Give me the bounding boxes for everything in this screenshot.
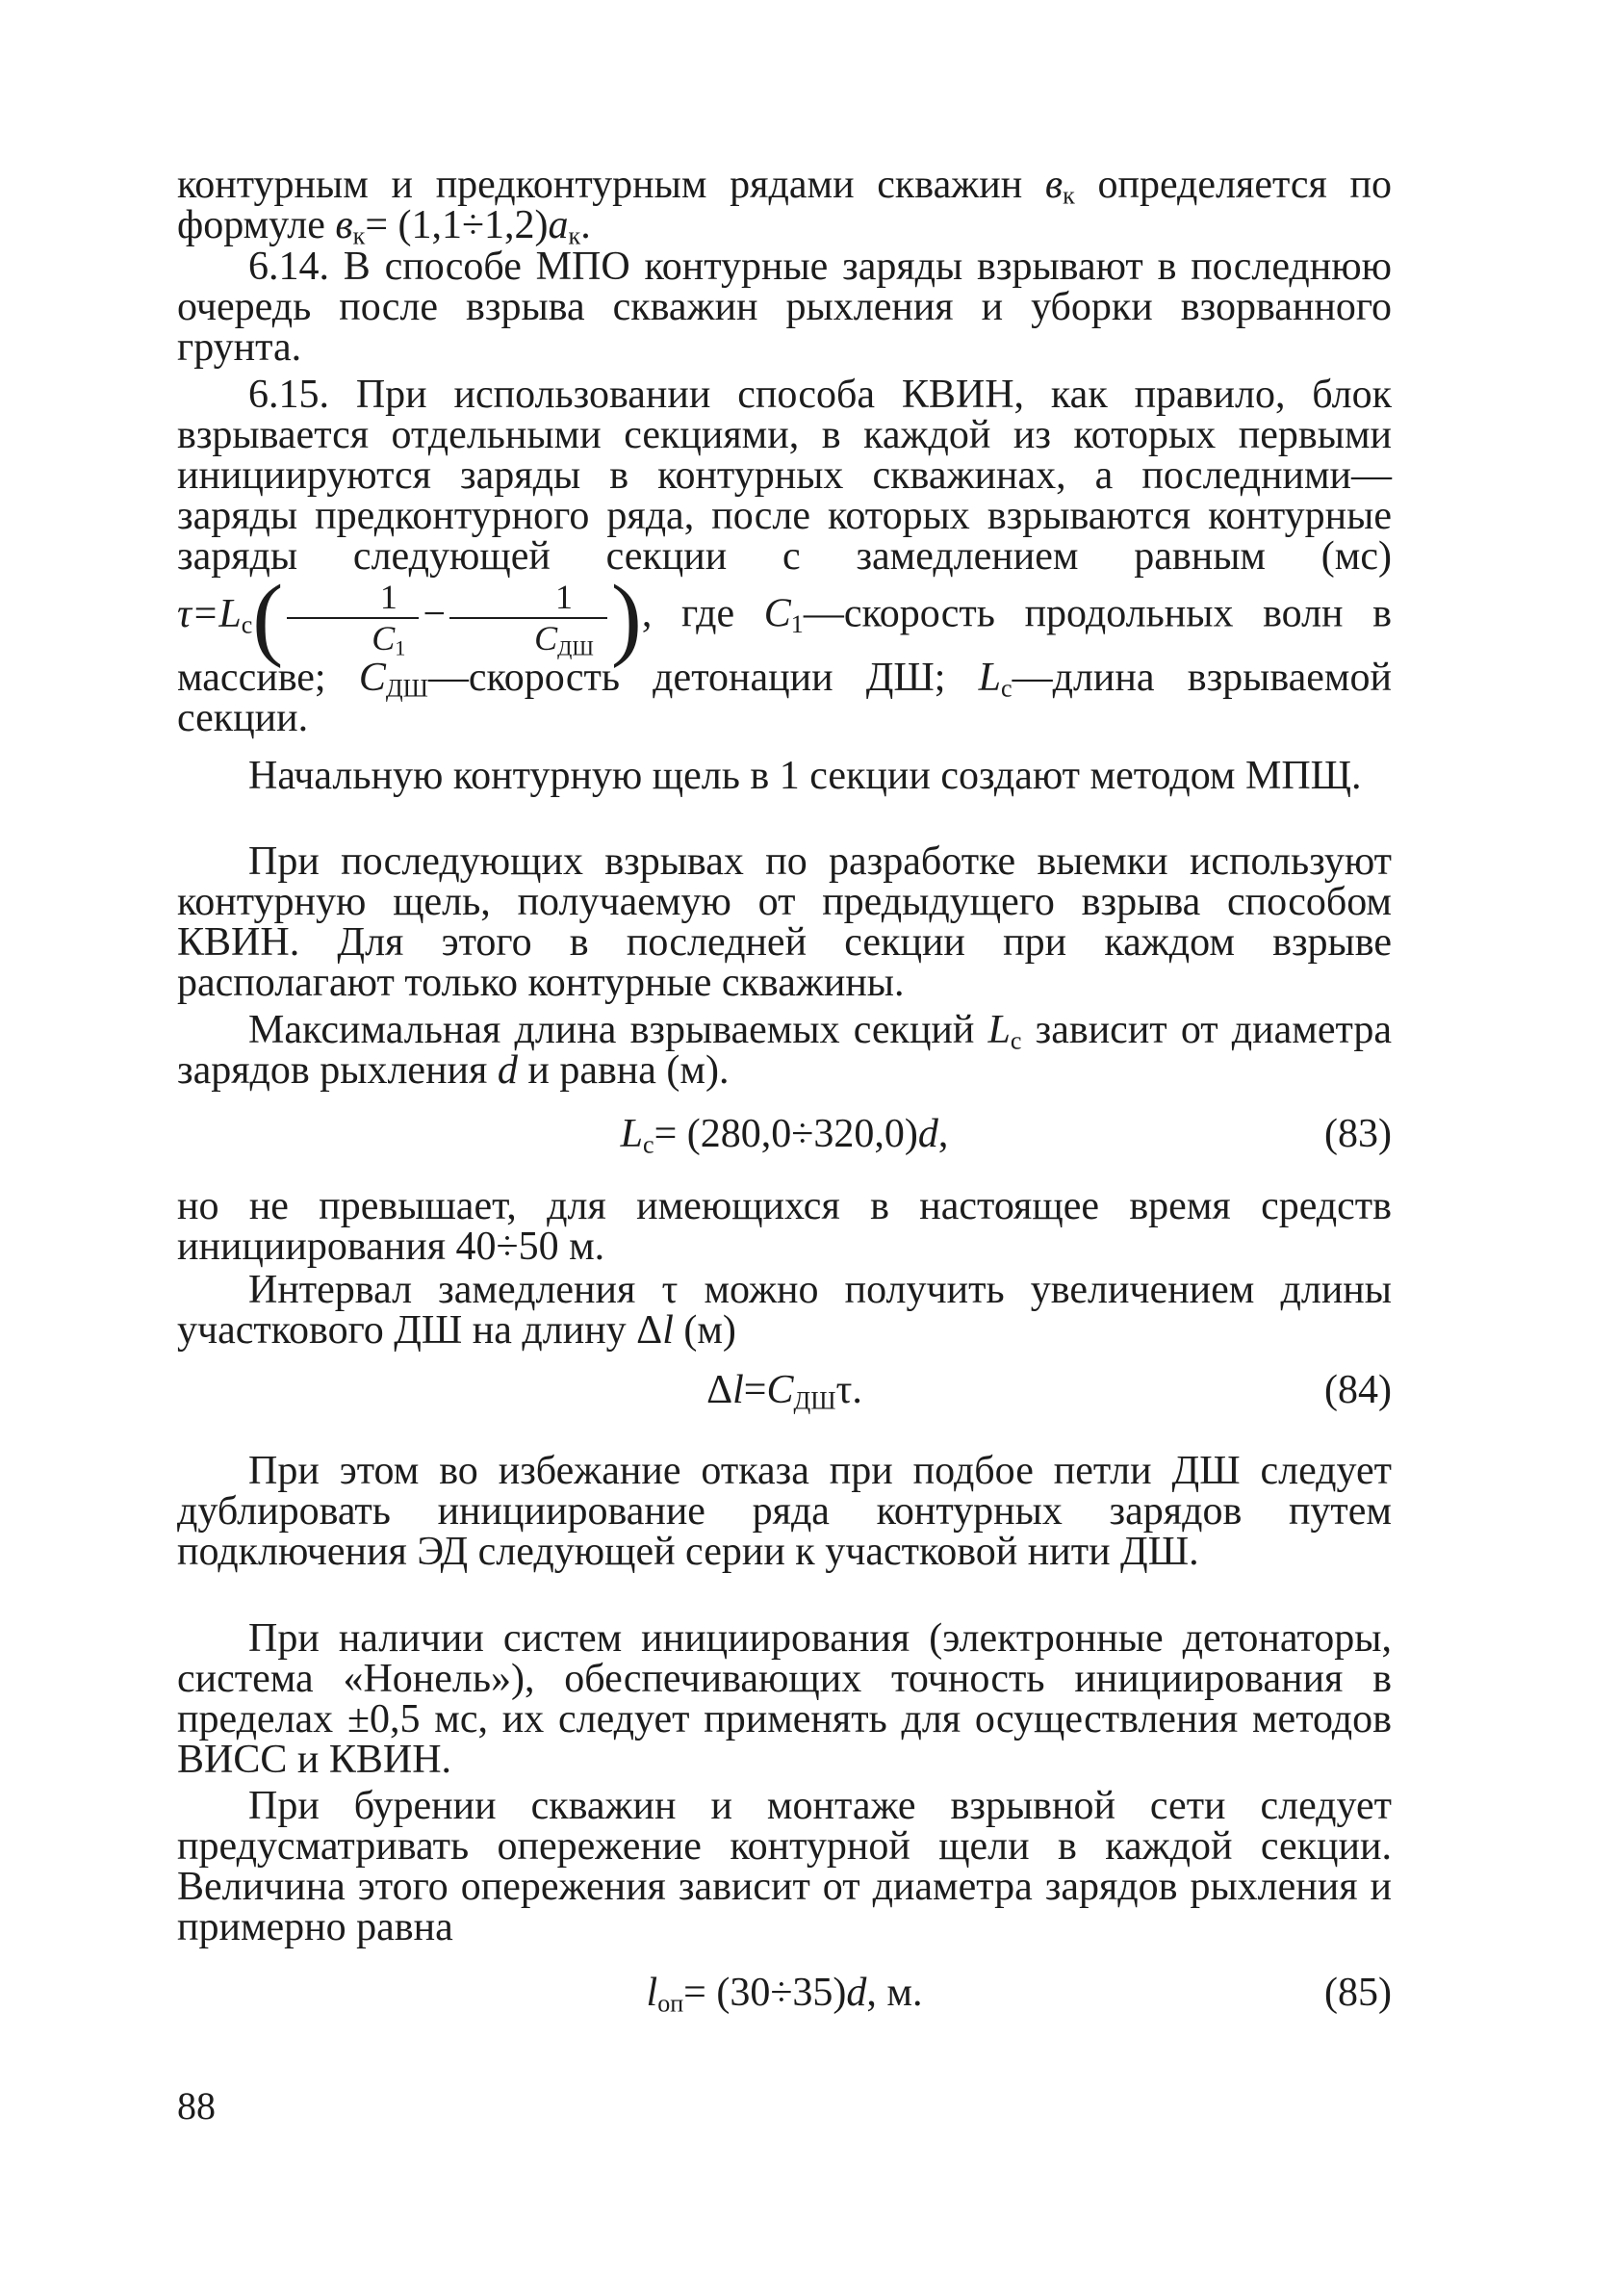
math-symbol: L — [978, 656, 1002, 700]
equation-number: (83) — [1324, 1112, 1392, 1156]
math-symbol: C — [763, 591, 791, 636]
equation-83 — [177, 1111, 1392, 1157]
text-run: контурным и предконтурным рядами скважин — [177, 163, 1045, 207]
fraction-denominator — [449, 619, 607, 658]
math-symbol: C — [766, 1368, 794, 1412]
equation-84 — [177, 1367, 1392, 1413]
text-run: Δ — [706, 1368, 733, 1412]
fraction-1-over-c1 — [287, 577, 419, 658]
math-symbol: C — [358, 656, 386, 700]
equation-number: (85) — [1324, 1971, 1392, 2015]
text-run: 6.15. При использовании способа КВИН, как правило, блок взрывается отдельными секциями, в каждой из которых первыми инициируются заряды в контурных скважинах, а последними—заряды предконтурного ряда, после которых взрываются контурные заряды следующей секции с замедлением равным (мс) — [177, 373, 1392, 579]
paragraph-max-length — [177, 1010, 1392, 1091]
paragraph-duplication: При этом во избежание отказа при подбое петли ДШ следует дублировать инициирование ряда контурных зарядов путем подключения ЭД следующей серии к участковой нити ДШ. — [177, 1449, 1392, 1574]
paragraph-limit: но не превышает, для имеющихся в настоящее время средств инициирования 40÷50 м. — [177, 1184, 1392, 1269]
paragraph-continuation — [177, 163, 1392, 250]
math-subscript: к — [352, 221, 366, 250]
paragraph-6-14: 6.14. В способе МПО контурные заряды взрывают в последнюю очередь после взрыва скважин рыхления и уборки взорванного грунта. — [177, 245, 1392, 370]
text-run: τ. — [835, 1368, 862, 1412]
text-run: —скорость продольных волн в массиве; — [177, 591, 1392, 700]
equation-number: (84) — [1324, 1368, 1392, 1412]
minus-sign: − — [423, 591, 447, 636]
math-symbol: L — [218, 591, 242, 636]
formula-tau — [177, 565, 642, 668]
paragraph-initial-slot: Начальную контурную щель в 1 секции создают методом МПЩ. — [248, 754, 1362, 798]
text-run: = — [743, 1368, 767, 1412]
math-symbol: l — [662, 1308, 674, 1353]
math-symbol: l — [732, 1368, 744, 1412]
math-subscript: c — [241, 610, 253, 639]
math-subscript: ДШ — [557, 635, 594, 660]
math-symbol: в — [335, 203, 353, 247]
math-symbol: C — [372, 619, 396, 658]
left-paren: ( — [252, 565, 284, 668]
math-symbol: a — [548, 203, 569, 247]
equation-body — [177, 1367, 1392, 1413]
text-run: определяется по формуле — [177, 163, 1392, 247]
text-run: Максимальная длина взрываемых секций — [248, 1008, 988, 1052]
text-run: , — [937, 1112, 949, 1156]
text-run: , м. — [866, 1971, 923, 2015]
equation-85 — [177, 1970, 1392, 2016]
math-symbol: d — [846, 1971, 867, 2015]
math-subscript: 1 — [790, 610, 804, 639]
right-paren: ) — [610, 565, 642, 668]
math-subscript: ДШ — [385, 674, 428, 703]
fraction-numerator: 1 — [449, 577, 607, 619]
text-run: Интервал замедления τ можно получить увеличением длины участкового ДШ на длину Δ — [177, 1268, 1392, 1353]
text-run: (м) — [673, 1308, 736, 1353]
math-subscript: ДШ — [793, 1386, 836, 1415]
fraction-denominator — [287, 619, 419, 658]
text-run: = (30÷35) — [683, 1971, 847, 2015]
math-subscript: c — [643, 1130, 654, 1159]
paragraph-subsequent-blasts: При последующих взрывах по разработке выемки используют контурную щель, получаемую от предыдущего взрыва способом КВИН. Для этого в последней секции при каждом взрыве располагают только контурные скважины. — [177, 839, 1392, 1005]
text-run: и равна (м). — [517, 1048, 730, 1093]
text-run: —длина взрываемой секции. — [177, 656, 1392, 740]
equation-body — [177, 1970, 1392, 2016]
paragraph-delay-interval — [177, 1270, 1392, 1351]
text-run: = (280,0÷320,0) — [654, 1112, 918, 1156]
text-run: = (1,1÷1,2) — [365, 203, 549, 247]
math-subscript: c — [1001, 674, 1013, 703]
equation-body — [177, 1111, 1392, 1157]
text-run: . — [580, 203, 591, 247]
math-subscript: 1 — [395, 635, 406, 660]
math-symbol: τ= — [177, 591, 219, 636]
math-subscript: c — [1010, 1026, 1022, 1055]
paragraph-drilling-lead: При бурении скважин и монтаже взрывной сети следует предусматривать опережение контурной щели в каждой секции. Величина этого опережения зависит от диаметра зарядов рыхления и примерно равна — [177, 1784, 1392, 1949]
math-symbol: l — [646, 1971, 658, 2015]
text-run: —скорость детонации ДШ; — [427, 656, 979, 700]
math-symbol: L — [987, 1008, 1011, 1052]
math-symbol: в — [1044, 163, 1064, 207]
paragraph-6-15 — [177, 374, 1392, 738]
math-symbol: L — [620, 1112, 644, 1156]
paragraph-initiation-systems: При наличии систем инициирования (электронные детонаторы, система «Нонель»), обеспечивающих точность инициирования в пределах ±0,5 мс, их следует применять для осуществления методов ВИСС и КВИН. — [177, 1616, 1392, 1782]
fraction-numerator: 1 — [287, 577, 419, 619]
page-number: 88 — [177, 2084, 216, 2128]
math-symbol: d — [497, 1048, 518, 1093]
math-subscript: к — [1063, 181, 1075, 210]
fraction-1-over-cdsh — [449, 577, 607, 658]
text-run: , где — [641, 591, 764, 636]
math-subscript: к — [568, 221, 581, 250]
math-symbol: C — [534, 619, 558, 658]
math-subscript: оп — [657, 1989, 684, 2018]
math-symbol: d — [917, 1112, 938, 1156]
text-run: зависит от диаметра зарядов рыхления — [177, 1008, 1393, 1093]
